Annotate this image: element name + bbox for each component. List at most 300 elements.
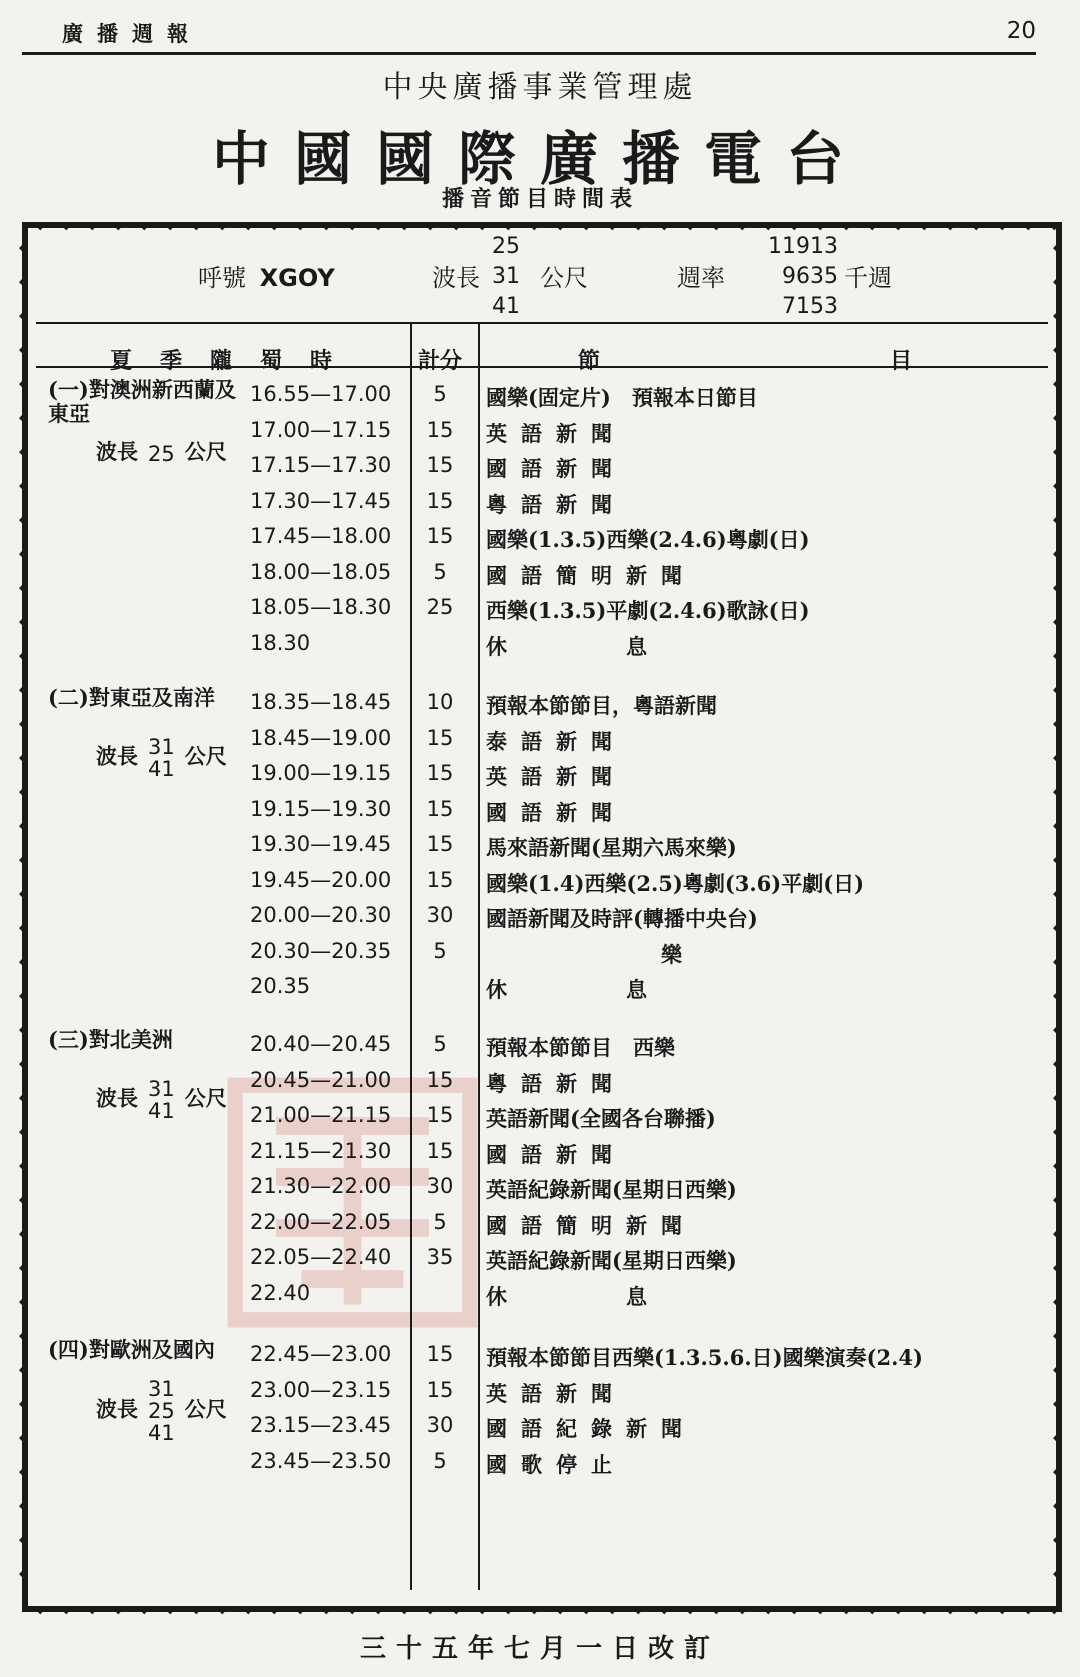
border-bead: ◆	[530, 219, 539, 232]
border-bead: ◆	[19, 1567, 28, 1580]
duration-minutes: 15	[426, 832, 454, 856]
section-wavelength-value: 41	[148, 757, 175, 781]
border-bead: ◆	[19, 1261, 28, 1274]
call-sign-value: XGOY	[259, 264, 335, 292]
duration-minutes: 15	[426, 453, 454, 477]
border-bead: ◆	[348, 1603, 357, 1616]
time-slot: 22.45—23.00	[250, 1342, 392, 1366]
duration-minutes: 15	[426, 796, 454, 821]
time-slot: 20.30—20.35	[250, 938, 392, 963]
program-name: 英語新聞(全國各台聯播)	[486, 1106, 716, 1131]
time-slot: 16.55—17.00	[250, 382, 392, 406]
border-bead: ◆	[400, 219, 409, 232]
border-bead: ◆	[1053, 649, 1062, 662]
border-bead: ◆	[19, 1533, 28, 1546]
program-name: 國樂(1.3.5)西樂(2.4.6)粵劇(日)	[486, 527, 810, 552]
border-bead: ◆	[19, 1329, 28, 1342]
border-bead: ◆	[1053, 751, 1062, 764]
border-bead: ◆	[868, 219, 877, 232]
border-bead: ◆	[19, 1499, 28, 1512]
border-bead: ◆	[19, 411, 28, 424]
table-row	[36, 1206, 1048, 1241]
border-bead: ◆	[166, 219, 175, 232]
border-bead: ◆	[920, 219, 929, 232]
duration-minutes: 5	[433, 938, 447, 963]
rule-line	[36, 322, 1048, 324]
program-name: 休 息	[486, 1283, 661, 1309]
border-bead: ◆	[504, 219, 513, 232]
border-bead: ◆	[1053, 1499, 1062, 1512]
border-bead: ◆	[348, 219, 357, 232]
table-row	[36, 1135, 1048, 1170]
time-slot: 22.40	[250, 1280, 311, 1305]
program-name: 國樂(1.4)西樂(2.5)粵劇(3.6)平劇(日)	[486, 870, 865, 896]
program-name: 英語新聞	[486, 420, 626, 446]
duration-minutes: 15	[426, 1138, 454, 1163]
border-bead: ◆	[19, 819, 28, 832]
frequency-value: 11913	[768, 234, 838, 259]
section-name: (一)對澳洲新西蘭及東亞	[48, 377, 236, 426]
border-bead: ◆	[218, 219, 227, 232]
border-bead: ◆	[19, 785, 28, 798]
duration-minutes: 5	[433, 1032, 447, 1056]
border-bead: ◆	[998, 1603, 1007, 1616]
section-name: (二)對東亞及南洋	[48, 685, 215, 710]
frequency-value: 9635	[782, 264, 838, 289]
border-bead: ◆	[19, 751, 28, 764]
border-bead: ◆	[1053, 887, 1062, 900]
border-bead: ◆	[19, 1363, 28, 1376]
column-header-program-right: 目	[890, 348, 913, 374]
section-wavelength-value: 31	[148, 1377, 175, 1401]
border-bead: ◆	[712, 1603, 721, 1616]
program-name: 國樂(固定片) 預報本日節目	[486, 385, 758, 410]
border-bead: ◆	[686, 219, 695, 232]
border-bead: ◆	[1053, 1159, 1062, 1172]
program-name: 英語紀錄新聞(星期日西樂)	[486, 1248, 737, 1273]
border-bead: ◆	[764, 219, 773, 232]
call-sign-label: 呼號	[198, 264, 246, 292]
table-row	[36, 722, 1048, 757]
duration-minutes: 15	[426, 761, 454, 785]
table-row	[36, 793, 1048, 828]
border-bead: ◆	[426, 1603, 435, 1616]
border-bead: ◆	[972, 219, 981, 232]
border-bead: ◆	[19, 309, 28, 322]
table-row	[36, 1099, 1048, 1134]
program-name: 國語新聞	[486, 1141, 626, 1167]
border-bead: ◆	[738, 1603, 747, 1616]
table-row	[36, 1170, 1048, 1205]
station-info	[22, 228, 1062, 324]
border-bead: ◆	[114, 1603, 123, 1616]
time-slot: 21.15—21.30	[250, 1138, 392, 1163]
border-bead: ◆	[19, 1295, 28, 1308]
duration-minutes: 15	[426, 1342, 454, 1366]
border-bead: ◆	[452, 219, 461, 232]
border-bead: ◆	[1053, 1567, 1062, 1580]
duration-minutes: 5	[433, 559, 447, 584]
time-slot: 19.30—19.45	[250, 832, 392, 856]
wavelength-unit: 公尺	[540, 264, 588, 292]
program-name: 國語簡明新聞	[486, 562, 696, 588]
section-name: (四)對歐洲及國內	[48, 1337, 215, 1362]
border-bead: ◆	[1053, 1295, 1062, 1308]
border-bead: ◆	[1053, 1023, 1062, 1036]
section-wavelength-value: 31	[148, 735, 175, 759]
border-bead: ◆	[1053, 1193, 1062, 1206]
time-slot: 23.00—23.15	[250, 1377, 392, 1402]
column-header-program-left: 節	[578, 348, 601, 374]
program-name: 粵語新聞	[486, 491, 626, 517]
table-row	[36, 864, 1048, 899]
program-name: 預報本節節目 西樂	[486, 1035, 675, 1060]
time-slot: 23.45—23.50	[250, 1448, 392, 1473]
border-bead: ◆	[19, 547, 28, 560]
duration-minutes: 15	[426, 1377, 454, 1402]
duration-minutes: 15	[426, 524, 454, 548]
border-bead: ◆	[1053, 1091, 1062, 1104]
border-bead: ◆	[1053, 1329, 1062, 1342]
border-bead: ◆	[19, 343, 28, 356]
border-bead: ◆	[1053, 513, 1062, 526]
frequency-values	[750, 232, 838, 322]
border-bead: ◆	[608, 219, 617, 232]
border-bead: ◆	[712, 219, 721, 232]
border-bead: ◆	[1053, 1227, 1062, 1240]
duration-minutes: 15	[426, 725, 454, 750]
program-name: 休 息	[486, 977, 661, 1002]
border-bead: ◆	[62, 1603, 71, 1616]
section-wavelength-label: 波長	[96, 439, 138, 464]
border-bead: ◆	[816, 1603, 825, 1616]
duration-minutes: 15	[426, 1103, 454, 1127]
duration-minutes: 5	[433, 1448, 447, 1473]
frequency-value: 7153	[782, 294, 838, 319]
time-slot: 20.45—21.00	[250, 1067, 392, 1092]
section-wavelength-unit: 公尺	[184, 439, 227, 464]
border-bead: ◆	[582, 219, 591, 232]
border-bead: ◆	[660, 219, 669, 232]
duration-minutes: 5	[433, 382, 447, 406]
time-slot: 17.15—17.30	[250, 453, 392, 477]
border-bead: ◆	[19, 1397, 28, 1410]
time-slot: 19.45—20.00	[250, 867, 392, 892]
border-bead: ◆	[1053, 853, 1062, 866]
section-wavelength-unit: 公尺	[184, 1085, 227, 1111]
time-slot: 21.00—21.15	[250, 1103, 392, 1127]
time-slot: 23.15—23.45	[250, 1413, 392, 1437]
border-bead: ◆	[556, 1603, 565, 1616]
wavelength-value: 25	[492, 234, 520, 259]
wavelength-values	[492, 232, 520, 322]
table-row	[36, 1374, 1048, 1409]
border-bead: ◆	[1053, 1533, 1062, 1546]
station-title: 中國國際廣播電台	[211, 125, 868, 193]
section-wavelength-label: 波長	[96, 743, 138, 769]
border-bead: ◆	[19, 1023, 28, 1036]
border-bead: ◆	[296, 219, 305, 232]
border-bead: ◆	[19, 649, 28, 662]
duration-minutes: 10	[426, 690, 454, 714]
border-bead: ◆	[634, 1603, 643, 1616]
time-slot: 20.00—20.30	[250, 903, 392, 927]
border-bead: ◆	[582, 1603, 591, 1616]
border-bead: ◆	[19, 581, 28, 594]
border-bead: ◆	[790, 219, 799, 232]
program-name: 休 息	[486, 633, 661, 659]
border-bead: ◆	[19, 479, 28, 492]
table-row	[36, 1409, 1048, 1444]
table-row	[36, 591, 1048, 626]
border-bead: ◆	[374, 219, 383, 232]
border-bead: ◆	[1053, 717, 1062, 730]
border-bead: ◆	[19, 683, 28, 696]
border-bead: ◆	[1053, 479, 1062, 492]
table-row	[36, 1028, 1048, 1063]
table-row	[36, 935, 1048, 970]
border-bead: ◆	[19, 1091, 28, 1104]
table-row	[36, 1445, 1048, 1480]
border-bead: ◆	[1053, 785, 1062, 798]
time-slot: 19.15—19.30	[250, 796, 392, 821]
column-header-minutes: 計分	[418, 348, 463, 374]
border-bead: ◆	[1050, 1603, 1059, 1616]
border-bead: ◆	[894, 219, 903, 232]
duration-minutes: 15	[426, 1067, 454, 1092]
table-row	[36, 970, 1048, 1005]
wavelength-value: 41	[492, 294, 520, 319]
border-bead: ◆	[322, 219, 331, 232]
border-bead: ◆	[1053, 445, 1062, 458]
border-bead: ◆	[1053, 309, 1062, 322]
border-bead: ◆	[19, 921, 28, 934]
border-bead: ◆	[478, 1603, 487, 1616]
time-slot: 18.45—19.00	[250, 725, 392, 750]
frequency-label: 週率	[677, 264, 725, 292]
border-bead: ◆	[1053, 1057, 1062, 1070]
border-bead: ◆	[19, 1125, 28, 1138]
border-bead: ◆	[946, 1603, 955, 1616]
border-bead: ◆	[972, 1603, 981, 1616]
section-wavelength-unit: 公尺	[184, 743, 227, 769]
program-name: 粵語新聞	[486, 1070, 626, 1096]
border-bead: ◆	[608, 1603, 617, 1616]
program-name: 預報本節節目，粵語新聞	[486, 693, 717, 718]
section-wavelength-value: 41	[148, 1099, 175, 1123]
border-bead: ◆	[19, 853, 28, 866]
border-bead: ◆	[1024, 1603, 1033, 1616]
program-name: 英語紀錄新聞(星期日西樂)	[486, 1177, 737, 1202]
border-bead: ◆	[19, 1193, 28, 1206]
border-bead: ◆	[244, 1603, 253, 1616]
border-bead: ◆	[634, 219, 643, 232]
section-wavelength-value: 25	[148, 441, 175, 466]
border-bead: ◆	[660, 1603, 669, 1616]
border-bead: ◆	[1053, 581, 1062, 594]
time-slot: 18.30	[250, 630, 311, 655]
border-bead: ◆	[19, 1431, 28, 1444]
border-bead: ◆	[1053, 1465, 1062, 1478]
border-bead: ◆	[88, 1603, 97, 1616]
time-slot: 18.35—18.45	[250, 690, 392, 714]
table-row	[36, 378, 1048, 413]
schedule-subtitle: 播音節目時間表	[441, 186, 638, 212]
border-bead: ◆	[19, 377, 28, 390]
time-slot: 17.45—18.00	[250, 524, 392, 548]
table-row	[36, 1277, 1048, 1312]
border-bead: ◆	[998, 219, 1007, 232]
section-wavelength-value: 41	[148, 1421, 175, 1445]
border-bead: ◆	[764, 1603, 773, 1616]
table-row	[36, 520, 1048, 555]
time-slot: 22.05—22.40	[250, 1245, 392, 1269]
border-bead: ◆	[686, 1603, 695, 1616]
border-bead: ◆	[738, 219, 747, 232]
border-bead: ◆	[790, 1603, 799, 1616]
border-bead: ◆	[504, 1603, 513, 1616]
duration-minutes: 30	[426, 1174, 454, 1198]
time-slot: 17.30—17.45	[250, 488, 392, 513]
wavelength-value: 31	[492, 264, 520, 289]
border-bead: ◆	[19, 1159, 28, 1172]
border-bead: ◆	[1053, 1261, 1062, 1274]
border-bead: ◆	[36, 1603, 45, 1616]
border-bead: ◆	[36, 219, 45, 232]
border-bead: ◆	[1053, 615, 1062, 628]
time-slot: 22.00—22.05	[250, 1209, 392, 1234]
section-wavelength-value: 31	[148, 1077, 175, 1101]
border-bead: ◆	[842, 219, 851, 232]
border-bead: ◆	[1053, 275, 1062, 288]
column-header-time: 夏季隴蜀時	[110, 348, 361, 374]
time-slot: 17.00—17.15	[250, 417, 392, 442]
program-name: 預報本節節目西樂(1.3.5.6.日)國樂演奏(2.4)	[486, 1345, 923, 1370]
border-bead: ◆	[894, 1603, 903, 1616]
border-bead: ◆	[400, 1603, 409, 1616]
table-row	[36, 757, 1048, 792]
border-bead: ◆	[1053, 1431, 1062, 1444]
table-row	[36, 485, 1048, 520]
border-bead: ◆	[19, 615, 28, 628]
program-name: 西樂(1.3.5)平劇(2.4.6)歌詠(日)	[486, 598, 810, 623]
table-row	[36, 1338, 1048, 1373]
agency-title: 中央廣播事業管理處	[382, 70, 698, 105]
duration-minutes: 15	[426, 417, 454, 442]
border-bead: ◆	[296, 1603, 305, 1616]
page-number: 20	[1006, 18, 1036, 44]
table-row	[36, 1241, 1048, 1276]
table-row	[36, 627, 1048, 662]
border-bead: ◆	[270, 219, 279, 232]
section-wavelength-label: 波長	[96, 1085, 138, 1111]
border-bead: ◆	[868, 1603, 877, 1616]
duration-minutes: 15	[426, 867, 454, 892]
program-name: 英語新聞	[486, 1380, 626, 1406]
border-bead: ◆	[322, 1603, 331, 1616]
border-bead: ◆	[1053, 819, 1062, 832]
border-bead: ◆	[1053, 989, 1062, 1002]
section-wavelength-unit: 公尺	[184, 1396, 227, 1422]
table-row	[36, 828, 1048, 863]
border-bead: ◆	[478, 219, 487, 232]
border-bead: ◆	[19, 445, 28, 458]
table-row	[36, 414, 1048, 449]
border-bead: ◆	[946, 219, 955, 232]
duration-minutes: 30	[426, 903, 454, 927]
border-bead: ◆	[19, 1465, 28, 1478]
program-name: 英語新聞	[486, 764, 626, 789]
border-bead: ◆	[1053, 377, 1062, 390]
border-bead: ◆	[1053, 683, 1062, 696]
border-bead: ◆	[62, 219, 71, 232]
duration-minutes: 35	[426, 1245, 454, 1269]
wavelength-label: 波長	[432, 264, 480, 292]
revision-date: 三十五年七月一日改訂	[359, 1634, 720, 1664]
call-sign	[198, 258, 335, 293]
border-bead: ◆	[556, 219, 565, 232]
border-bead: ◆	[1053, 1125, 1062, 1138]
time-slot: 21.30—22.00	[250, 1174, 392, 1198]
program-name: 國語新聞及時評(轉播中央台)	[486, 906, 758, 931]
running-header	[22, 12, 1036, 55]
time-slot: 19.00—19.15	[250, 761, 392, 785]
border-bead: ◆	[270, 1603, 279, 1616]
section-wavelength-value: 25	[148, 1399, 175, 1423]
duration-minutes: 15	[426, 488, 454, 513]
border-bead: ◆	[114, 219, 123, 232]
program-name: 國語新聞	[486, 456, 626, 481]
border-bead: ◆	[140, 219, 149, 232]
border-bead: ◆	[192, 219, 201, 232]
border-bead: ◆	[1053, 343, 1062, 356]
border-bead: ◆	[1053, 547, 1062, 560]
border-bead: ◆	[1024, 219, 1033, 232]
border-bead: ◆	[452, 1603, 461, 1616]
time-slot: 20.40—20.45	[250, 1032, 392, 1056]
table-row	[36, 1064, 1048, 1099]
border-bead: ◆	[1053, 921, 1062, 934]
border-bead: ◆	[19, 887, 28, 900]
border-bead: ◆	[374, 1603, 383, 1616]
program-name: 泰語新聞	[486, 728, 626, 754]
border-bead: ◆	[192, 1603, 201, 1616]
border-bead: ◆	[244, 219, 253, 232]
border-bead: ◆	[88, 219, 97, 232]
border-bead: ◆	[426, 219, 435, 232]
border-bead: ◆	[166, 1603, 175, 1616]
publication-name: 廣播週報	[62, 21, 202, 46]
border-bead: ◆	[1053, 1363, 1062, 1376]
border-bead: ◆	[19, 241, 28, 254]
table-row	[36, 449, 1048, 484]
border-bead: ◆	[19, 513, 28, 526]
program-name: 馬來語新聞(星期六馬來樂)	[486, 835, 737, 860]
duration-minutes: 5	[433, 1209, 447, 1234]
border-bead: ◆	[1050, 219, 1059, 232]
table-row	[36, 686, 1048, 721]
border-bead: ◆	[842, 1603, 851, 1616]
table-row	[36, 899, 1048, 934]
border-bead: ◆	[19, 989, 28, 1002]
program-name: 樂	[486, 941, 696, 967]
program-name: 國語簡明新聞	[486, 1212, 696, 1238]
program-name: 國語紀錄新聞	[486, 1416, 696, 1441]
program-name: 國語新聞	[486, 799, 626, 825]
border-bead: ◆	[1053, 241, 1062, 254]
section-name: (三)對北美洲	[48, 1027, 173, 1052]
border-bead: ◆	[816, 219, 825, 232]
